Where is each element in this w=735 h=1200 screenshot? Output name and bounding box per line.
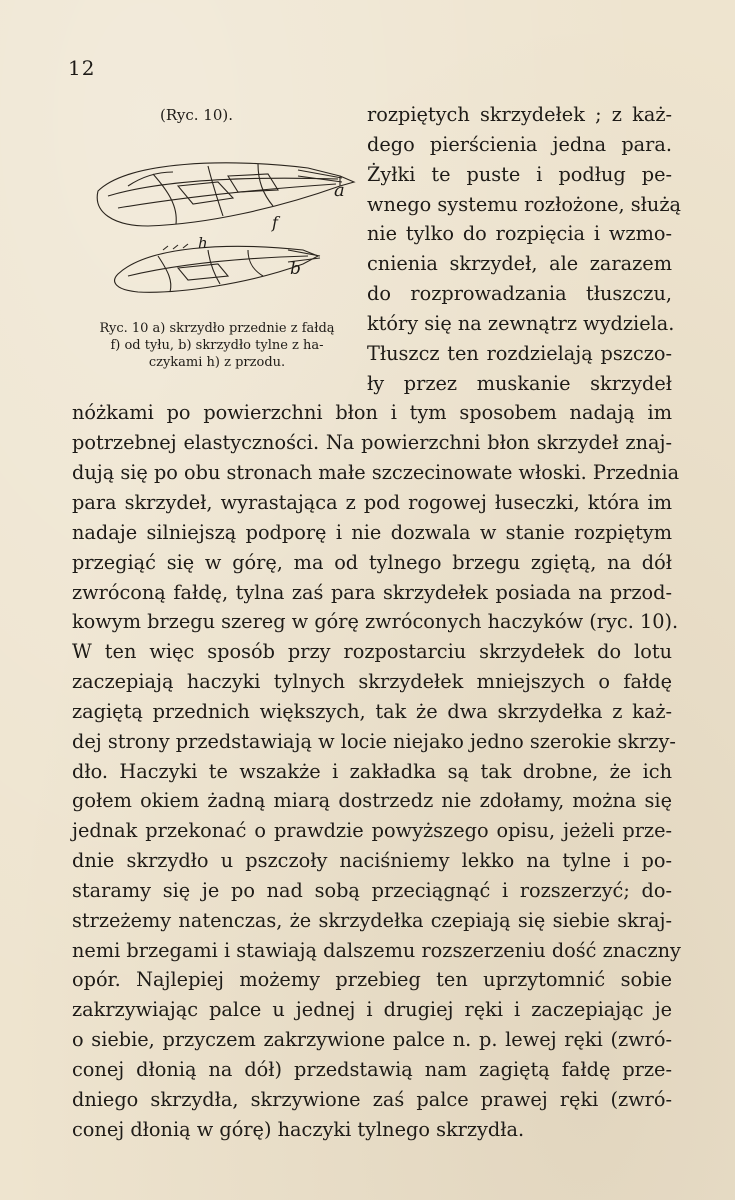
text-line: dej strony przedstawiają w locie niejako jedno szerokie skrzy- [72, 729, 676, 753]
text-line: conej dłonią w górę) haczyki tylnego skrzydła. [72, 1117, 525, 1141]
text-line: dnie skrzydło u pszczoły naciśniemy lekko na tylne i po- [72, 849, 672, 873]
text-line: nadaje silniejszą podporę i nie dozwala w stanie rozpiętym [72, 520, 672, 544]
text-line: zwróconą fałdę, tylna zaś para skrzydełek posiada na przod- [72, 580, 672, 604]
text-line: przegiąć się w górę, ma od tylnego brzegu zgiętą, na dół [72, 550, 672, 574]
text-line: para skrzydeł, wyrastająca z pod rogowej łuseczki, która im [72, 490, 672, 514]
label-b: b [290, 259, 301, 279]
text-line: jednak przekonać o prawdzie powyższego opisu, jeżeli prze- [72, 819, 672, 843]
text-line: kowym brzegu szereg w górę zwróconych haczyków (ryc. 10). [72, 610, 679, 634]
caption-line: czykami h) z przodu. [148, 355, 286, 370]
text-line: rozpiętych skrzydełek ; z każ- [367, 103, 672, 126]
text-line: Żyłki te puste i podług pe- [367, 162, 672, 186]
text-line: cnienia skrzydeł, ale zarazem [367, 252, 672, 276]
caption-line: f) od tyłu, b) skrzydło tylne z ha- [110, 338, 324, 353]
label-f: f [272, 213, 278, 232]
text-line: który się na zewnątrz wydziela. [367, 311, 675, 335]
text-line: nemi brzegami i stawiają dalszemu rozszerzeniu dość znaczny [72, 938, 681, 962]
text-line: zaczepiają haczyki tylnych skrzydełek mniejszych o fałdę [72, 670, 672, 694]
text-line: nóżkami po powierzchni błon i tym sposobem nadają im [72, 401, 672, 425]
text-line: staramy się je po nad sobą przeciągnąć i rozszerzyć; do- [72, 878, 672, 902]
text-line: ły przez muskanie skrzydeł [367, 371, 672, 395]
text-line: dniego skrzydła, skrzywione zaś palce prawej ręki (zwró- [72, 1087, 672, 1111]
text-line: dego pierścienia jedna para. [367, 132, 672, 156]
text-line: potrzebnej elastyczności. Na powierzchni błon skrzydeł znaj- [72, 431, 672, 455]
text-line: dło. Haczyki te wszakże i zakładka są tak drobne, że ich [72, 759, 672, 783]
caption-line: Ryc. 10 a) skrzydło przednie z fałdą [99, 321, 335, 336]
text-line: wnego systemu rozłożone, służą [367, 192, 681, 216]
text-line: Tłuszcz ten rozdzielają pszczo- [367, 341, 672, 365]
text-line: gołem okiem żadną miarą dostrzedz nie zdołamy, można się [72, 789, 672, 813]
body-text [72, 100, 681, 1145]
text-line: opór. Najlepiej możemy przebieg ten uprzytomnić sobie [72, 968, 672, 992]
text-line: conej dłonią na dół) przedstawią nam zagiętą fałdę prze- [72, 1058, 672, 1081]
text-line: o siebie, przyczem zakrzywione palce n. p. lewej ręki (zwró- [72, 1028, 672, 1052]
text-line: dują się po obu stronach małe szczecinowate włoski. Przednia [72, 461, 680, 485]
figure-label-top: (Ryc. 10). [160, 106, 234, 124]
text-line: nie tylko do rozpięcia i wzmo- [367, 222, 672, 246]
page-number: 12 [68, 56, 96, 80]
text-line: strzeżemy natenczas, że skrzydełka czepiają się siebie skraj- [72, 908, 672, 932]
text-line: W ten więc sposób przy rozpostarciu skrzydełek do lotu [72, 640, 672, 664]
text-line: zakrzywiając palce u jednej i drugiej ręki i zaczepiając je [72, 998, 672, 1022]
text-line: do rozprowadzania tłuszczu, [367, 282, 672, 306]
label-a: a [334, 180, 345, 201]
text-line: zagiętą przednich większych, tak że dwa skrzydełka z każ- [72, 699, 672, 723]
label-h: h [198, 234, 208, 252]
